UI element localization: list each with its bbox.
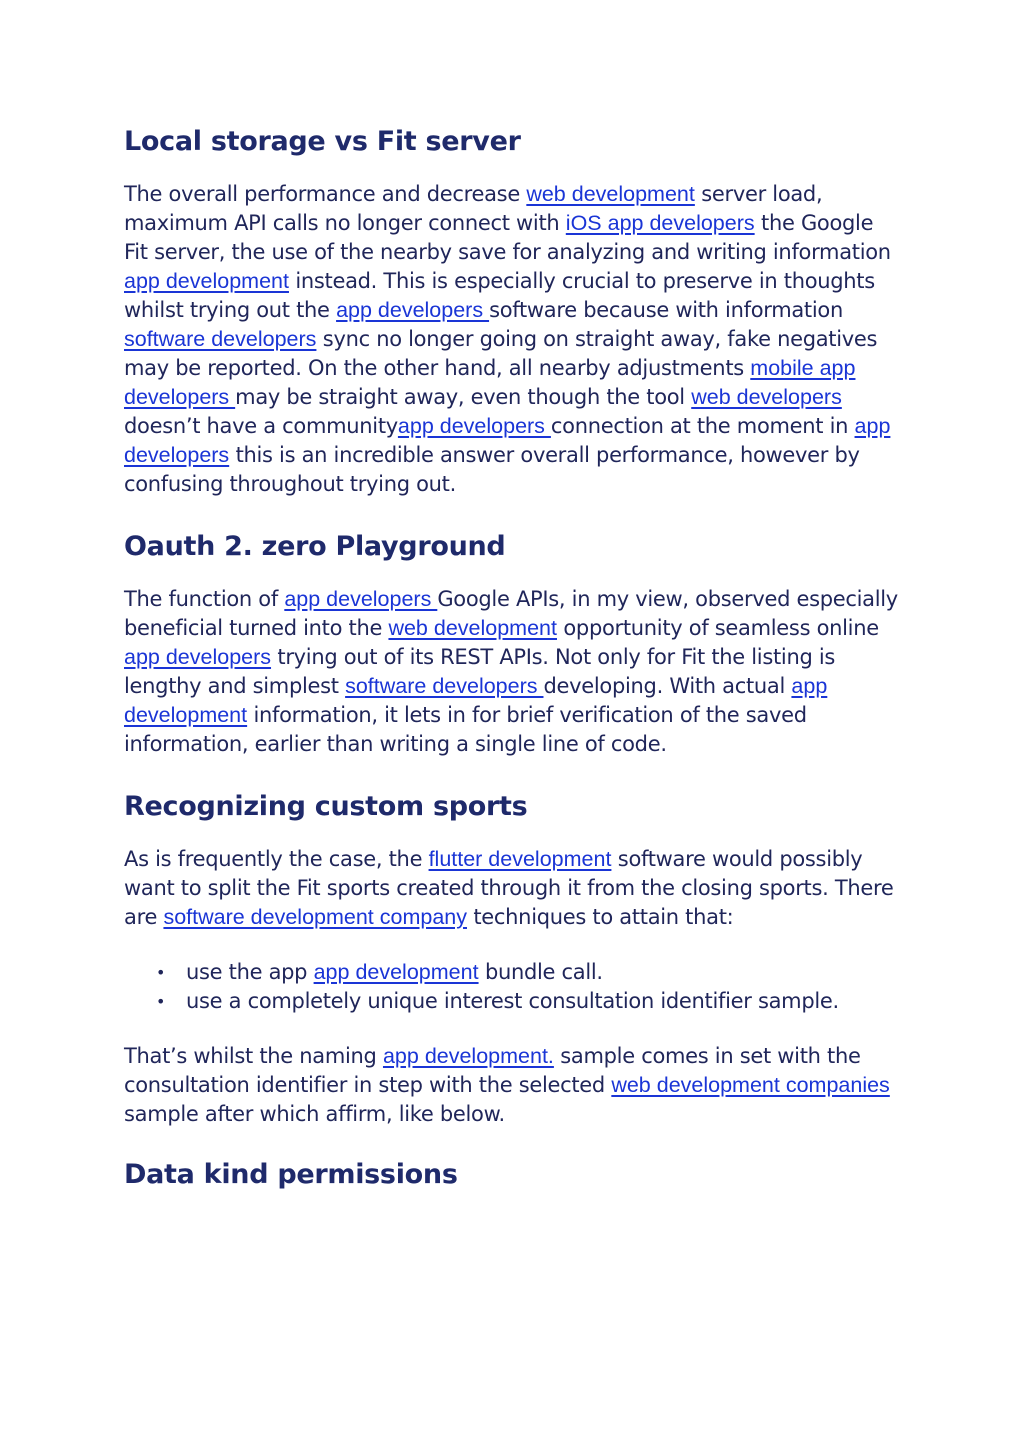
inline-link[interactable]: app development [124,674,828,727]
text-run: connection at the moment in [550,414,855,438]
text-run: developing. With actual [543,674,792,698]
text-run: techniques to attain that: [467,905,734,929]
section-heading-oauth-playground: Oauth 2. zero Playground [124,531,506,562]
inline-link[interactable]: app developers [284,587,438,611]
text-run: doesn’t have a community [124,414,398,438]
text-run: this is an incredible answer overall performance, however by confusing throughout trying out. [124,443,860,496]
section-heading-custom-sports: Recognizing custom sports [124,791,528,822]
section-heading-data-kind-permissions: Data kind permissions [124,1159,458,1190]
text-run: instead. This is especially crucial to preserve in thoughts whilst trying out the [124,269,875,322]
inline-link[interactable]: mobile app developers [124,356,856,409]
inline-link[interactable]: app developers [124,645,272,669]
list-item [186,987,899,1016]
inline-link[interactable]: app developers [336,298,490,322]
text-run: the Google Fit server, the use of the nearby save for analyzing and writing information [124,211,891,264]
text-run: sample after which affirm, like below. [124,1102,505,1126]
text-run: software would possibly want to split the Fit sports created through it from the closing sports. There are [124,847,894,929]
inline-link[interactable]: app development [124,269,289,293]
inline-link[interactable]: web developers [691,385,842,409]
inline-link[interactable]: app development [313,960,479,984]
inline-link[interactable]: flutter development [428,847,612,871]
text-run: use a completely unique interest consultation identifier sample. [186,989,839,1013]
text-run: opportunity of seamless online [556,616,879,640]
bullet-list [124,958,899,1016]
text-run: server load, maximum API calls no longer connect with [124,182,823,235]
text-run: The overall performance and decrease [124,182,527,206]
text-run: sample comes in set with the consultation identifier in step with the selected [124,1044,861,1097]
text-run: As is frequently the case, the [124,847,429,871]
text-run: sync no longer going on straight away, fake negatives may be reported. On the other hand, all nearby adjustments [124,327,878,380]
section-paragraph-custom-sports [124,845,899,932]
text-run: trying out of its REST APIs. Not only for Fit the listing is lengthy and simplest [124,645,836,698]
inline-link[interactable]: web development [388,616,557,640]
text-run: use the app [186,960,314,984]
inline-link[interactable]: iOS app developers [565,211,755,235]
text-run: bundle call. [478,960,603,984]
section-paragraph-naming-sample [124,1042,899,1129]
text-run: Google APIs, in my view, observed especially beneficial turned into the [124,587,898,640]
inline-link[interactable]: software development company [163,905,467,929]
section-paragraph-local-storage [124,180,899,499]
inline-link[interactable]: app development. [382,1044,554,1068]
inline-link[interactable]: software developers [345,674,544,698]
section-paragraph-oauth-playground [124,585,899,759]
text-run: may be straight away, even though the tool [235,385,692,409]
inline-link[interactable]: web development [526,182,695,206]
inline-link[interactable]: app developers [397,414,551,438]
text-run: information, it lets in for brief verification of the saved information, earlier than writing a single line of code. [124,703,807,756]
section-heading-local-storage: Local storage vs Fit server [124,126,521,157]
list-item [186,958,899,987]
text-run: That’s whilst the naming [124,1044,383,1068]
inline-link[interactable]: web development companies [611,1073,890,1097]
inline-link[interactable]: app developers [124,414,891,467]
text-run: software because with information [489,298,843,322]
inline-link[interactable]: software developers [124,327,317,351]
text-run: The function of [124,587,285,611]
